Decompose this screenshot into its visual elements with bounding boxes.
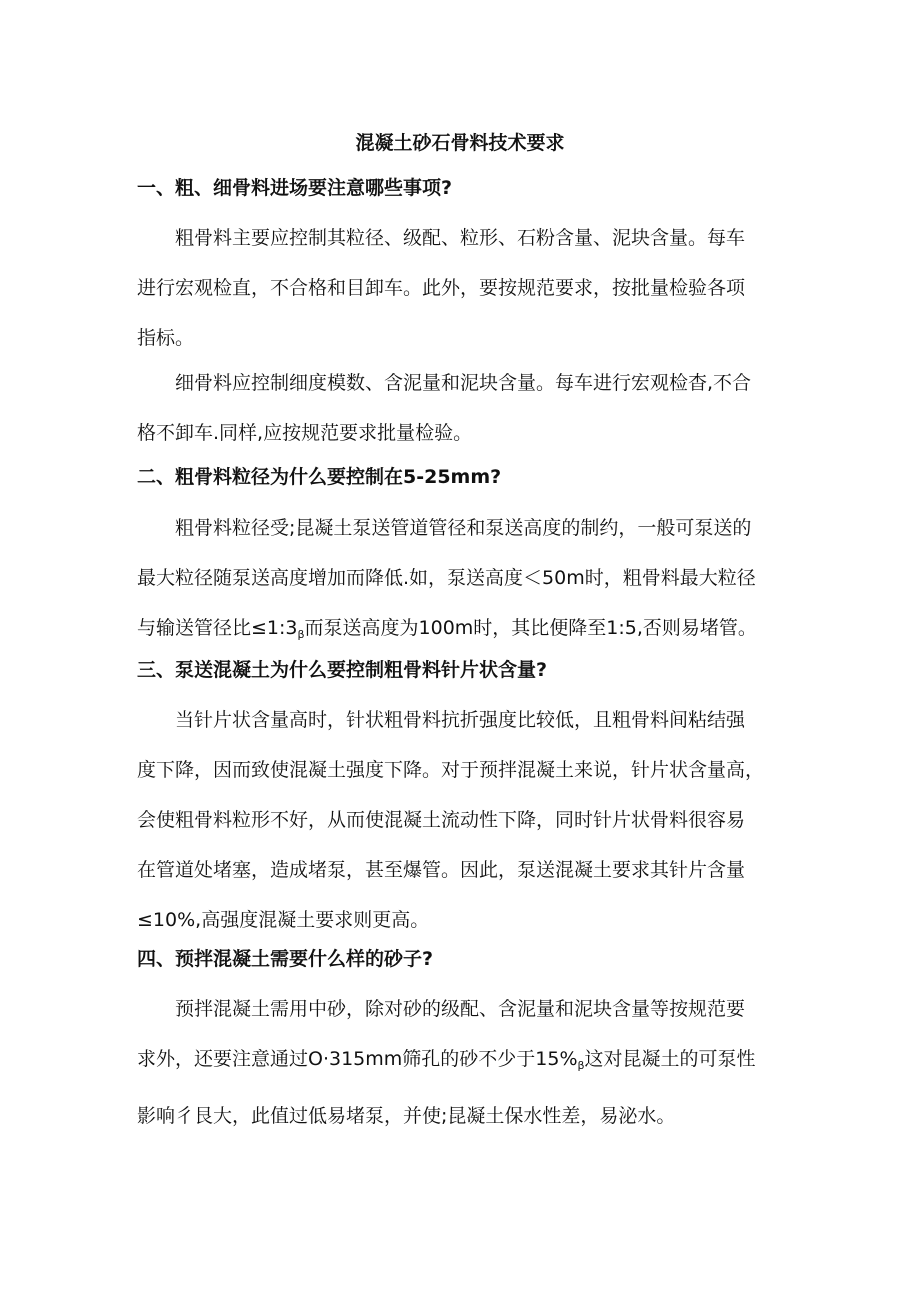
line-segment: 与输送管径比≤1:3 — [137, 617, 298, 639]
section-1-paragraph-1 — [137, 213, 797, 363]
paragraph-line: 影响彳艮大，此值过低易堵泵，并使;昆凝土保水性差，易泌水。 — [137, 1105, 676, 1127]
section-3-heading: 三、泵送混凝土为什么要控制粗骨料针片状含量? — [137, 659, 548, 681]
section-2-paragraph-1 — [137, 503, 797, 660]
paragraph-line: 粗骨料主要应控制其粒径、级配、粒形、石粉含量、泥块含量。每车 — [175, 227, 746, 249]
paragraph-line — [137, 603, 797, 660]
paragraph-line: 会使粗骨料粒形不好，从而使混凝土流动性下降，同时针片状骨料很容易 — [137, 809, 746, 831]
paragraph-line — [137, 1034, 797, 1091]
line-segment: 求外，还要注意通过O·315mm筛孔的砂不少于15% — [137, 1048, 578, 1070]
section-4-paragraph-1 — [137, 984, 797, 1141]
section-4-heading: 四、预拌混凝土需要什么样的砂子? — [137, 948, 434, 970]
subscript-mark: β — [297, 628, 305, 641]
section-1-heading: 一、粗、细骨料进场要注意哪些事项? — [137, 177, 453, 199]
line-segment: 这对昆凝土的可泵性 — [584, 1048, 756, 1070]
paragraph-line: 进行宏观检直，不合格和目卸车。此外，要按规范要求，按批量检验各项 — [137, 277, 746, 299]
paragraph-line: 预拌混凝土需用中砂，除对砂的级配、含泥量和泥块含量等按规范要 — [175, 998, 746, 1020]
line-segment: 而泵送高度为100m时，其比便降至1:5,否则易堵管。 — [304, 617, 757, 639]
paragraph-line: 粗骨料粒径受;昆凝土泵送管道管径和泵送高度的制约，一般可泵送的 — [175, 517, 752, 539]
paragraph-line: 指标。 — [137, 327, 195, 349]
paragraph-line: 最大粒径随泵送高度增加而降低.如，泵送高度＜50m时，粗骨料最大粒径 — [137, 567, 756, 589]
document-title: 混凝土砂石骨料技术要求 — [355, 132, 565, 154]
paragraph-line: 在管道处堵塞，造成堵泵，甚至爆管。因此，泵送混凝土要求其针片含量 — [137, 859, 746, 881]
section-2-heading: 二、粗骨料粒径为什么要控制在5-25mm? — [137, 466, 502, 488]
section-3-paragraph-1 — [137, 695, 797, 945]
subscript-mark: β — [577, 1059, 585, 1072]
paragraph-line: ≤10%,高强度混凝土要求则更高。 — [137, 909, 430, 931]
section-1-paragraph-2 — [137, 358, 797, 458]
paragraph-line: 细骨料应控制细度模数、含泥量和泥块含量。每车进行宏观检杳,不合 — [175, 372, 752, 394]
paragraph-line: 当针片状含量高时，针状粗骨料抗折强度比较低，且粗骨料间粘结强 — [175, 709, 746, 731]
paragraph-line: 度下降，因而致使混凝土强度下降。对于预拌混凝土来说，针片状含量高， — [137, 759, 765, 781]
paragraph-line: 格不卸车.同样,应按规范要求批量检验。 — [137, 422, 473, 444]
